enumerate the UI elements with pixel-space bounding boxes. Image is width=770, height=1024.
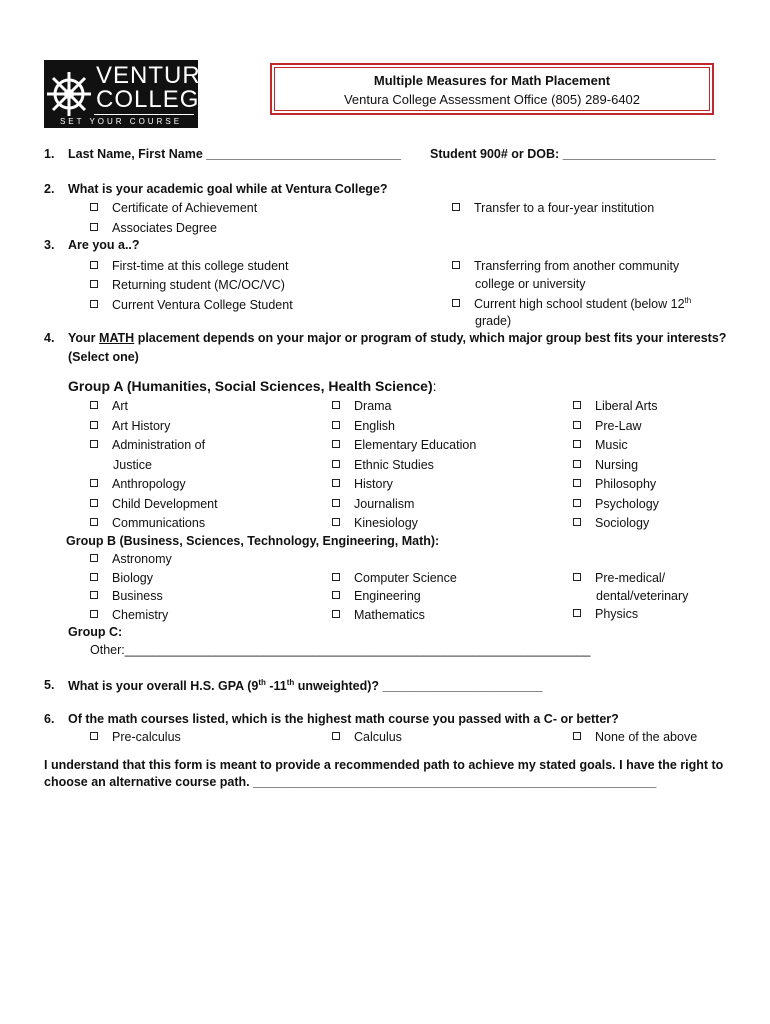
ventura-college-logo [44,60,218,128]
q6-option-none[interactable]: None of the above [573,730,697,744]
checkbox[interactable] [90,518,98,526]
checkbox[interactable] [90,440,98,448]
group-a-option[interactable] [573,516,649,530]
checkbox[interactable] [332,591,340,599]
checkbox[interactable] [90,203,98,211]
checkbox[interactable] [573,609,581,617]
group-c-heading: Group C: [68,625,123,639]
group-a-option[interactable] [573,399,658,413]
statement-signature-field[interactable]: choose an alternative course path. __________________________________________________________ [44,775,657,789]
checkbox[interactable] [573,479,581,487]
group-a-option-label: Administration of [112,438,206,452]
group-b-option-label: Mathematics [354,607,425,622]
checkbox[interactable] [90,300,98,308]
checkbox[interactable] [90,573,98,581]
group-a-option-label: English [354,418,395,433]
group-a-option-label: Anthropology [112,477,186,491]
group-a-option[interactable] [573,458,638,472]
header-box [270,63,714,115]
group-b-option[interactable] [332,608,425,622]
group-a-option-label: Pre-Law [595,418,642,433]
group-a-option-label: Elementary Education [354,438,477,452]
group-a-option-label: Ethnic Studies [354,457,434,472]
group-a-option-label: Sociology [595,516,650,530]
group-b-option-label: Computer Science [354,571,457,585]
checkbox[interactable] [90,261,98,269]
group-a-option[interactable] [332,477,393,491]
group-b-option[interactable] [90,552,172,566]
group-b-heading: Group B (Business, Sciences, Technology, Engineering, Math): [66,534,440,548]
logo-line2: COLLEGE [96,86,217,113]
q2-option-transfer[interactable]: Transfer to a four-year institution [452,201,654,215]
group-a-option-label: Liberal Arts [595,399,658,413]
checkbox[interactable] [573,732,581,740]
logo-tagline: SET YOUR COURSE [59,117,183,126]
checkbox[interactable] [90,554,98,562]
group-a-option-label: Drama [354,399,392,413]
group-a-option[interactable] [332,399,392,413]
q2-number: 2. [44,182,55,196]
group-a-option[interactable] [90,516,205,530]
checkbox[interactable] [332,518,340,526]
checkbox[interactable] [452,203,460,211]
group-a-option-label: Music [595,438,628,452]
checkbox[interactable] [573,401,581,409]
checkbox[interactable] [573,499,581,507]
group-b-option[interactable] [90,589,163,603]
checkbox[interactable] [332,573,340,581]
q3-option-highschool[interactable]: Current high school student (below 12th [452,296,691,311]
group-a-option-label: Philosophy [595,477,657,491]
group-b-option-physics[interactable]: Physics [573,607,638,621]
q6-label: Of the math courses listed, which is the highest math course you passed with a C- or better? [68,712,619,726]
group-a-option-label: Kinesiology [354,516,418,530]
q4-number: 4. [44,331,55,345]
checkbox[interactable] [332,460,340,468]
group-a-option-label: Nursing [595,457,639,472]
group-a-option-label: Justice [113,457,152,472]
checkbox[interactable] [90,401,98,409]
q1-student-id-field[interactable]: Student 900# or DOB: ______________________ [430,147,716,161]
q3-option-current[interactable]: Current Ventura College Student [90,298,293,312]
group-a-option [113,458,152,472]
q2-label: What is your academic goal while at Ventura College? [68,182,388,196]
group-a-option-label: Communications [112,516,206,530]
group-b-option-premedical[interactable]: Pre-medical/ [573,571,665,585]
checkbox[interactable] [332,499,340,507]
checkbox[interactable] [332,610,340,618]
group-a-option-label: Art History [112,418,171,433]
checkbox[interactable] [573,460,581,468]
checkbox[interactable] [332,479,340,487]
checkbox[interactable] [90,280,98,288]
group-a-option[interactable] [332,497,414,511]
group-a-option-label: Art [112,399,128,413]
q3-label: Are you a..? [68,238,140,252]
group-a-option[interactable] [332,438,476,452]
group-a-option[interactable] [332,458,434,472]
form-subtitle: Ventura College Assessment Office (805) 289-6402 [343,92,641,107]
checkbox[interactable] [332,440,340,448]
q3-option-returning[interactable]: Returning student (MC/OC/VC) [90,278,285,292]
group-a-option-label: Psychology [595,496,659,511]
q2-option-certificate[interactable]: Certificate of Achievement [90,201,257,215]
checkbox[interactable] [332,732,340,740]
group-b-option-label: Engineering [354,589,421,604]
checkbox[interactable] [90,610,98,618]
group-b-option-label: Astronomy [112,552,172,566]
q4-label: Your MATH placement depends on your major or program of study, which major group best fits your interests? [68,331,727,345]
logo-divider [94,114,194,115]
checkbox[interactable] [332,401,340,409]
group-b-option[interactable] [90,571,153,585]
logo-line1: VENTURA [96,62,218,89]
group-b-option-label: Business [112,589,163,603]
form-title: Multiple Measures for Math Placement [373,73,611,88]
q3-number: 3. [44,238,55,252]
checkbox[interactable] [573,421,581,429]
ship-wheel-icon [47,64,93,124]
group-b-option[interactable] [332,571,457,585]
group-a-option[interactable] [573,497,659,511]
statement-line-1: I understand that this form is meant to provide a recommended path to achieve my stated goals. I have the right to [44,758,724,772]
q3-option-transferring[interactable]: Transferring from another community [452,259,679,273]
q5-number: 5. [44,678,55,692]
q1-name-field[interactable]: Last Name, First Name ____________________________ [68,147,401,161]
group-a-option[interactable] [332,419,395,433]
q1-number: 1. [44,147,55,161]
checkbox[interactable] [452,299,460,307]
checkbox[interactable] [332,421,340,429]
checkbox[interactable] [90,223,98,231]
group-a-option[interactable] [90,399,128,413]
group-a-option[interactable] [573,438,628,452]
group-a-option-label: History [354,477,393,491]
group-a-option[interactable] [90,438,205,452]
checkbox[interactable] [90,479,98,487]
group-b-option-label: Biology [112,570,153,585]
q2-option-associates[interactable]: Associates Degree [90,221,217,235]
q5-gpa-field[interactable]: What is your overall H.S. GPA (9th -11th unweighted)? _______________________ [68,678,543,694]
group-a-option[interactable] [573,477,656,491]
q3-option-highschool-cont: grade) [475,314,512,328]
checkbox[interactable] [452,261,460,269]
q6-option-precalculus[interactable]: Pre-calculus [90,730,181,744]
group-a-option-label: Child Development [112,496,218,511]
group-a-option[interactable] [90,419,170,433]
q6-option-calculus[interactable]: Calculus [332,730,402,744]
checkbox[interactable] [90,421,98,429]
group-a-option[interactable] [573,419,642,433]
group-b-option[interactable] [332,589,421,603]
group-b-option-premedical-cont: dental/veterinary [596,589,689,603]
checkbox[interactable] [573,518,581,526]
checkbox[interactable] [90,732,98,740]
group-a-option[interactable] [90,497,218,511]
group-a-option-label: Journalism [354,496,415,511]
group-b-option-label: Chemistry [112,607,169,622]
checkbox[interactable] [90,499,98,507]
group-b-option[interactable] [90,608,168,622]
q3-option-transferring-cont: college or university [475,277,586,291]
q3-option-first-time[interactable]: First-time at this college student [90,259,288,273]
group-a-heading: Group A (Humanities, Social Sciences, Health Science): [68,378,437,394]
group-a-option[interactable] [90,477,186,491]
q4-select-one: (Select one) [68,350,139,364]
group-c-other-field[interactable]: Other:___________________________________________________________________ [90,643,591,657]
group-a-option[interactable] [332,516,418,530]
checkbox[interactable] [573,573,581,581]
checkbox[interactable] [573,440,581,448]
checkbox[interactable] [90,591,98,599]
q6-number: 6. [44,712,55,726]
